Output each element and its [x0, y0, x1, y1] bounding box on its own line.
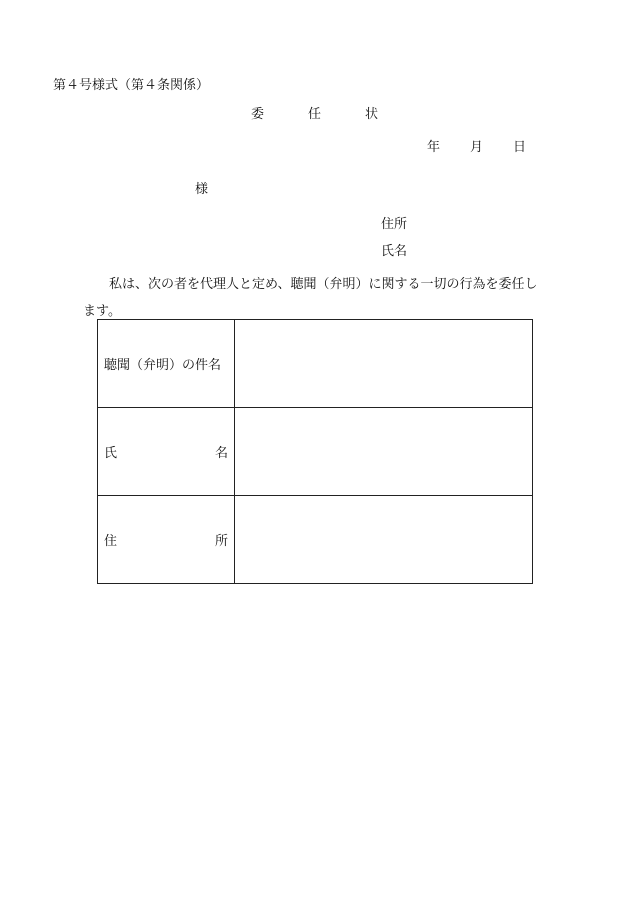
addressee-honorific: 様 [195, 182, 209, 197]
date-line [427, 141, 526, 154]
signer-address-label: 住所 [381, 217, 408, 232]
date-year-label: 年 [427, 140, 441, 155]
signer-name-label: 氏名 [381, 244, 408, 259]
name-label-char: 氏 [104, 446, 118, 461]
name-value-cell[interactable] [235, 408, 533, 496]
address-value-cell[interactable] [235, 496, 533, 584]
table-row [98, 496, 533, 584]
subject-label: 聴聞（弁明）の件名 [104, 358, 222, 373]
subject-label-cell [98, 320, 235, 408]
title-char: 状 [365, 107, 379, 122]
date-day-label: 日 [513, 140, 527, 155]
table-row [98, 320, 533, 408]
address-label-cell [98, 496, 235, 584]
document-title [251, 108, 378, 121]
table-row [98, 408, 533, 496]
form-number: 第４号様式（第４条関係） [53, 78, 210, 93]
name-label-char: 名 [214, 446, 228, 461]
name-label-cell [98, 408, 235, 496]
title-char: 委 [251, 107, 265, 122]
title-char: 任 [308, 107, 322, 122]
address-label-char: 所 [214, 534, 228, 549]
subject-value-cell[interactable] [235, 320, 533, 408]
date-month-label: 月 [470, 140, 484, 155]
delegation-table [97, 319, 533, 584]
delegation-statement: 私は、次の者を代理人と定め、聴聞（弁明）に関する一切の行為を委任します。 [83, 277, 538, 319]
address-label-char: 住 [104, 534, 118, 549]
